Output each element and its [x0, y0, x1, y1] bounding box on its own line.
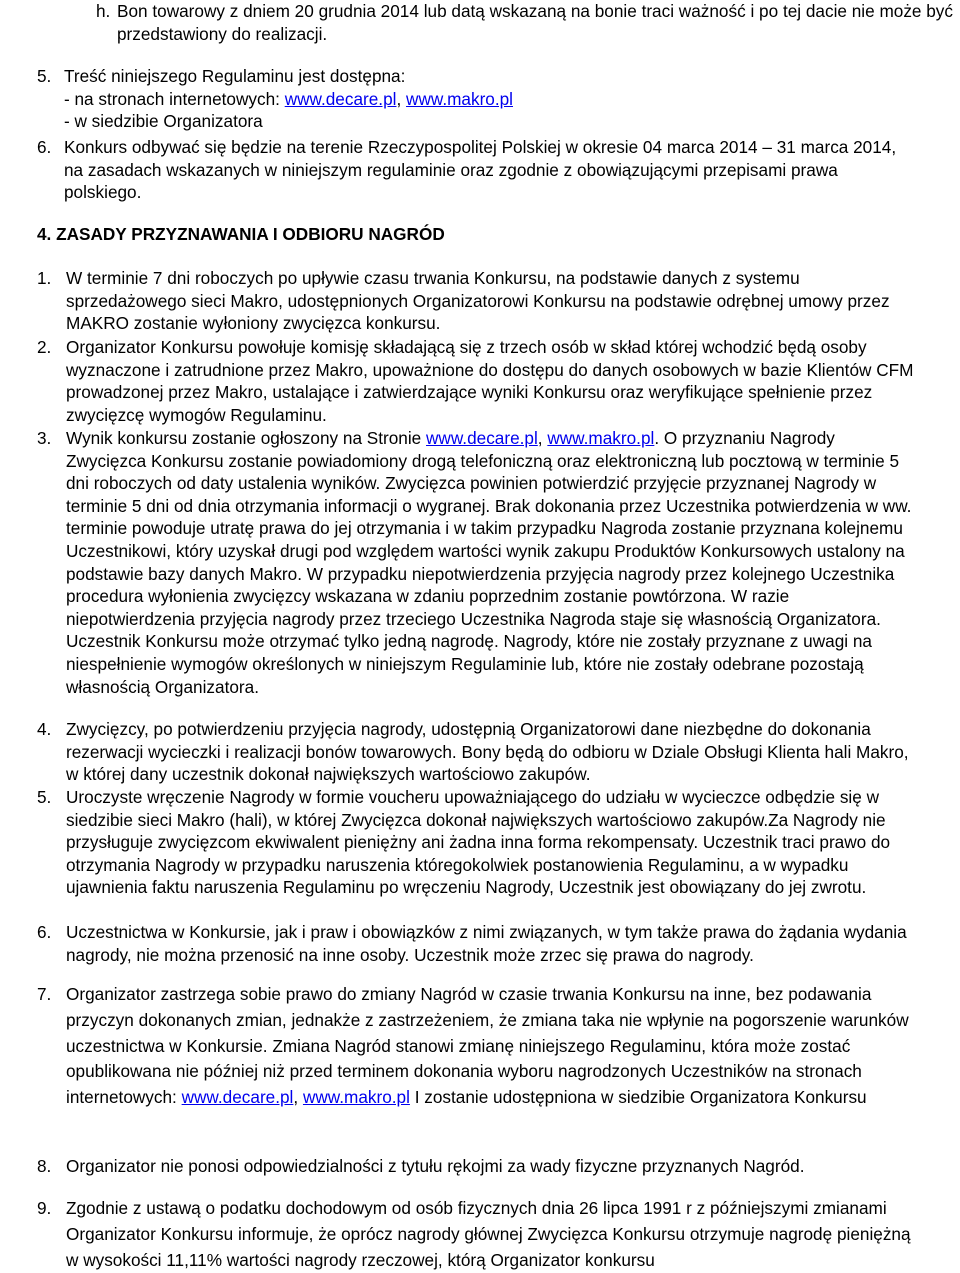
decare-link[interactable]: www.decare.pl [426, 428, 538, 448]
item-5-number: 5. [37, 66, 52, 86]
item-5-office: - w siedzibie Organizatora [64, 111, 263, 132]
makro-link[interactable]: www.makro.pl [547, 428, 655, 448]
decare-link[interactable]: www.decare.pl [284, 88, 397, 109]
section-4-item-8 [37, 1155, 937, 1178]
item-4-number: 4. [37, 719, 52, 739]
item-9-text: Zgodnie z ustawą o podatku dochodowym od osób fizycznych dnia 26 lipca 1991 r z późniejszymi zmianami Organizator Konkursu informuje, że oprócz nagrody głównej Zwycięzca Konkursu otrzymuje nagrodę pieniężną w wysokości 11,11% wartości nagrody rzeczowej, którą Organizator konkursu [66, 1198, 911, 1270]
item-3-text: Wynik konkursu zostanie ogłoszony na Stronie www.decare.pl, www.makro.pl. O przyznaniu Nagrody Zwycięzca Konkursu zostanie powiadomiony drogą telefoniczną oraz elektroniczną lub pocztową w terminie 5 dni roboczych od daty ustalenia wyników. Zwycięzca powinien potwierdzić przyjęcie przyznanej Nagrody w terminie 5 dni od dnia otrzymania informacji o wygranej. Brak dokonania przez Uczestnika potwierdzenia w ww. terminie powoduje utratę prawa do jej otrzymania i w takim przypadku Nagroda zostanie przyznana kolejnemu Uczestnikowi, który uzyskał drugi pod względem wartości wynik zakupu Produktów Konkursowych ustalony na podstawie bazy danych Makro. W przypadku niepotwierdzenia przyjęcia nagrody przez kolejnego Uczestnika procedura wyłonienia zwycięzcy wskazana w zdaniu poprzednim zostanie powtórzona. W razie niepotwierdzenia przyjęcia nagrody przez trzeciego Uczestnika Nagroda staje się własnością Organizatora. Uczestnik Konkursu może otrzymać tylko jedną nagrodę. Nagrody, które nie zostały przyznane z uwagi na niespełnienie wymogów określonych w niniejszym Regulaminie lub, które nie zostały odebrane pozostają własnością Organizatora. [66, 428, 912, 697]
section-4-item-7 [37, 982, 917, 1111]
item-7-number: 7. [37, 984, 52, 1004]
item-8-number: 8. [37, 1156, 52, 1176]
makro-link[interactable]: www.makro.pl [406, 88, 513, 109]
section-4-item-6 [37, 921, 917, 966]
item-h-number: h. [96, 1, 111, 21]
item-5b-text: Uroczyste wręczenie Nagrody w formie voucheru upoważniającego do udziału w wycieczce odbędzie się w siedzibie sieci Makro (hali), w której Zwycięzca dokonał największych wartościowo zakupów.Za Nagrody nie przysługuje zwycięzcom ekwiwalent pieniężny ani żadna inna forma rekompensaty. Uczestnik traci prawo do otrzymania Nagrody w przypadku naruszenia któregokolwiek postanowienia Regulaminu, a w wypadku ujawnienia faktu naruszenia Regulaminu po wręczeniu Nagrody, Uczestnik jest obowiązany do jej zwrotu. [66, 787, 891, 898]
section-4-heading: 4. ZASADY PRZYZNAWANIA I ODBIORU NAGRÓD [37, 224, 445, 244]
section-4-item-5 [37, 786, 917, 899]
section-4-item-2 [37, 336, 917, 426]
item-6 [37, 136, 919, 204]
item-1-number: 1. [37, 268, 52, 288]
item-6-text: Konkurs odbywać się będzie na terenie Rzeczypospolitej Polskiej w okresie 04 marca 2014 – 31 marca 2014, na zasadach wskazanych w niniejszym regulaminie oraz zgodnie z obowiązującymi przepisami prawa polskiego. [64, 137, 897, 203]
item-6b-text: Uczestnictwa w Konkursie, jak i praw i obowiązków z nimi związanych, w tym także prawa do żądania wydania nagrody, nie można przenosić na inne osoby. Uczestnik może zrzec się prawa do nagrody. [66, 922, 907, 965]
item-5b-number: 5. [37, 787, 52, 807]
item-h [96, 0, 954, 45]
item-2-number: 2. [37, 337, 52, 357]
section-4-item-4 [37, 718, 917, 786]
item-8-text: Organizator nie ponosi odpowiedzialności z tytułu rękojmi za wady fizyczne przyznanych Nagród. [66, 1156, 805, 1176]
item-7-text: Organizator zastrzega sobie prawo do zmiany Nagród w czasie trwania Konkursu na inne, bez podawania przyczyn dokonanych zmian, jednakże z zastrzeżeniem, że zmiana taka nie wpłynie na pogorszenie warunków uczestnictwa w Konkursie. Zmiana Nagród stanowi zmianę niniejszego Regulaminu, która może zostać opublikowana nie później niż przed terminem dokonania wyboru nagrodzonych Uczestników na stronach internetowych: www.decare.pl, www.makro.pl I zostanie udostępniona w siedzibie Organizatora Konkursu [66, 984, 909, 1108]
item-h-text: Bon towarowy z dniem 20 grudnia 2014 lub datą wskazaną na bonie traci ważność i po tej dacie nie może być przedstawiony do realizacji. [117, 1, 953, 44]
item-5-websites: - na stronach internetowych: www.decare.pl, www.makro.pl [64, 88, 513, 109]
item-5-lead: Treść niniejszego Regulaminu jest dostępna: [64, 66, 406, 86]
item-6b-number: 6. [37, 922, 52, 942]
item-4-text: Zwycięzcy, po potwierdzeniu przyjęcia nagrody, udostępnią Organizatorowi dane niezbędne do dokonania rezerwacji wycieczki i realizacji bonów towarowych. Bony będą do odbioru w Dziale Obsługi Klienta hali Makro, w której dany uczestnik dokonał największych wartościowo zakupów. [66, 719, 909, 785]
item-2-text: Organizator Konkursu powołuje komisję składającą się z trzech osób w skład której wchodzić będą osoby wyznaczone i zatrudnione przez Makro, upoważnione do dostępu do danych osobowych w bazie Klientów CFM prowadzonej przez Makro, ustalające i zatwierdzające wyniki Konkursu oraz weryfikujące spełnienie przez zwycięzcę wymogów Regulaminu. [66, 337, 914, 425]
item-9-number: 9. [37, 1198, 52, 1218]
section-4-item-9 [37, 1196, 917, 1273]
item-5-websites-prefix: - na stronach internetowych: [64, 88, 285, 109]
decare-link[interactable]: www.decare.pl [181, 1087, 294, 1108]
section-4-item-3 [37, 427, 917, 698]
section-4-item-1 [37, 267, 917, 335]
item-6-number: 6. [37, 137, 52, 157]
item-3-number: 3. [37, 428, 52, 448]
item-1-text: W terminie 7 dni roboczych po upływie czasu trwania Konkursu, na podstawie danych z systemu sprzedażowego sieci Makro, udostępnionych Organizatorowi Konkursu na podstawie odrębnej umowy przez MAKRO zostanie wyłoniony zwycięzca konkursu. [66, 268, 890, 334]
makro-link[interactable]: www.makro.pl [302, 1087, 410, 1108]
item-5 [37, 65, 917, 133]
